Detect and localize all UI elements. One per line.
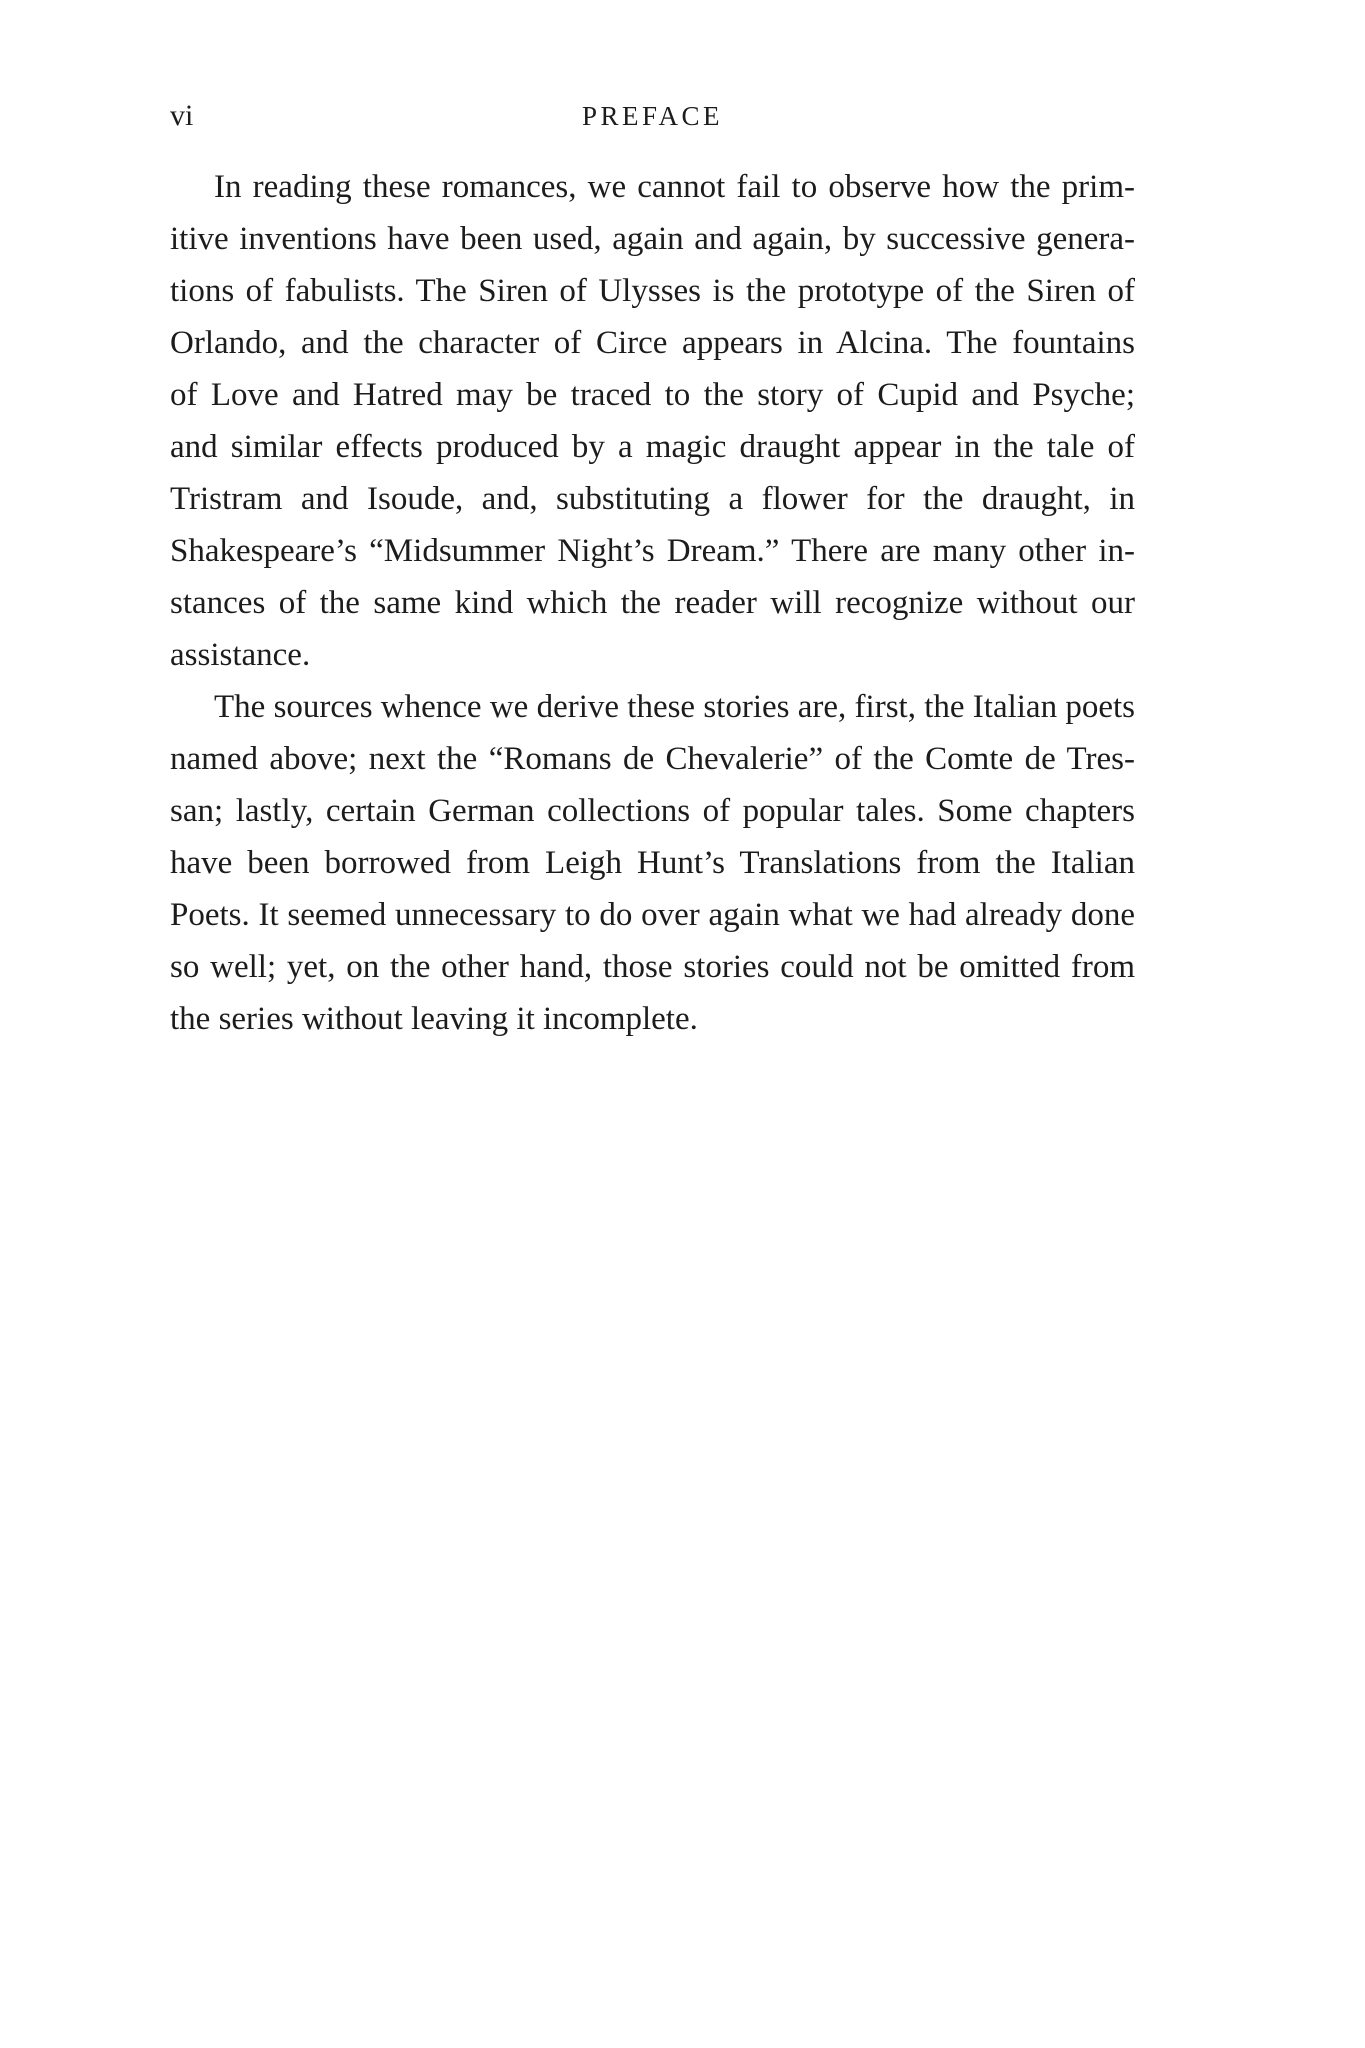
text-line: san; lastly, certain German collections of popular tales. Some chapters: [170, 793, 1135, 829]
page-number: vi: [170, 99, 194, 132]
text-line: and similar effects produced by a magic draught appear in the tale of: [170, 429, 1135, 465]
paragraph: [170, 681, 1135, 1045]
text-line: named above; next the “Romans de Chevalerie” of the Comte de Tres-: [170, 741, 1135, 777]
text-line: of Love and Hatred may be traced to the story of Cupid and Psyche;: [170, 377, 1135, 413]
text-line: itive inventions have been used, again and again, by successive genera-: [170, 221, 1135, 257]
text-line: so well; yet, on the other hand, those stories could not be omitted from: [170, 949, 1135, 985]
body-text: [170, 161, 1135, 1045]
text-line: In reading these romances, we cannot fail to observe how the prim-: [214, 169, 1135, 205]
text-line: stances of the same kind which the reader will recognize without our: [170, 585, 1135, 621]
text-line: tions of fabulists. The Siren of Ulysses is the prototype of the Siren of: [170, 273, 1135, 309]
running-title: PREFACE: [581, 101, 724, 131]
paragraph: [170, 161, 1135, 681]
text-line: assistance.: [170, 637, 311, 673]
running-head: [170, 96, 1135, 136]
text-line: Tristram and Isoude, and, substituting a flower for the draught, in: [170, 481, 1135, 517]
text-line: Shakespeare’s “Midsummer Night’s Dream.” There are many other in-: [170, 533, 1135, 569]
text-line: Poets. It seemed unnecessary to do over again what we had already done: [170, 897, 1135, 933]
text-line: the series without leaving it incomplete.: [170, 1001, 698, 1037]
text-line: Orlando, and the character of Circe appears in Alcina. The fountains: [170, 325, 1135, 361]
text-line: The sources whence we derive these stories are, first, the Italian poets: [214, 689, 1135, 725]
text-line: have been borrowed from Leigh Hunt’s Translations from the Italian: [170, 845, 1135, 881]
